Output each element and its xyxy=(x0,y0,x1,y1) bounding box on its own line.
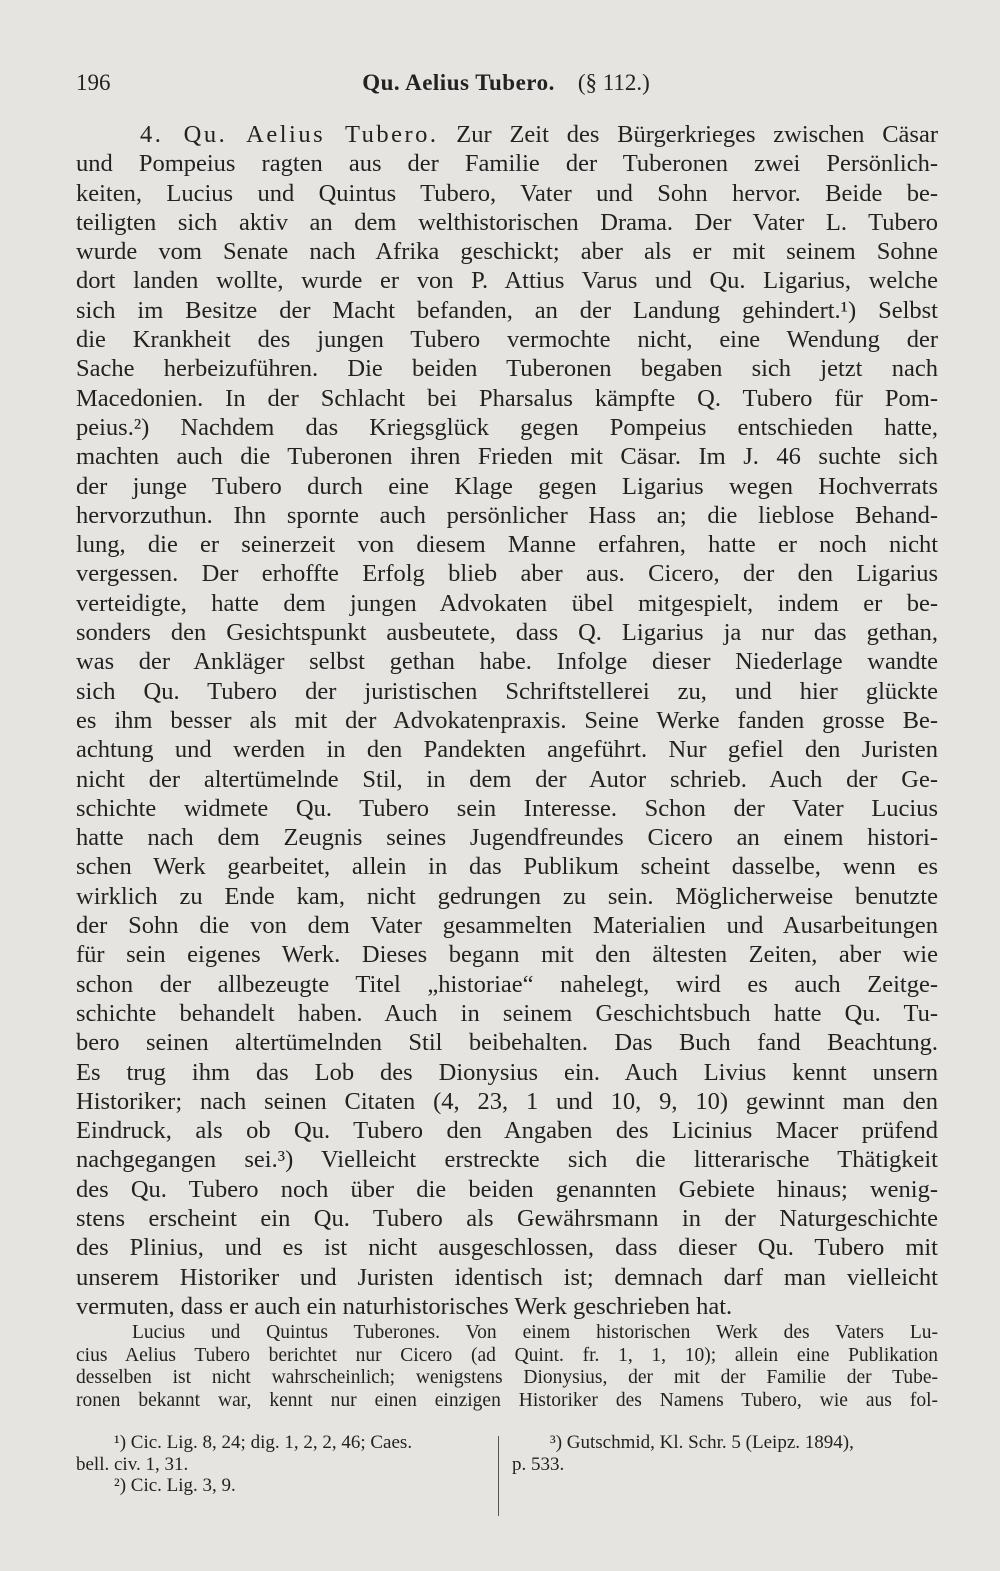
body-line: schichte behandelt haben. Auch in seinem Geschichtsbuch hatte Qu. Tu- xyxy=(76,999,938,1027)
body-line: was der Ankläger selbst gethan habe. Infolge dieser Niederlage wandte xyxy=(76,648,938,676)
body-line: vergessen. Der erhoffte Erfolg blieb aber aus. Cicero, der den Ligarius xyxy=(76,560,938,588)
body-line-1 xyxy=(76,120,938,149)
body-line: hervorzuthun. Ihn spornte auch persönlicher Hass an; die lieblose Behand- xyxy=(76,501,938,529)
body-line: machten auch die Tuberonen ihren Frieden mit Cäsar. Im J. 46 suchte sich xyxy=(76,443,938,471)
body-line: unserem Historiker und Juristen identisch ist; demnach darf man vielleicht xyxy=(76,1263,938,1291)
note-line: Lucius und Quintus Tuberones. Von einem historischen Werk des Vaters Lu- xyxy=(132,1322,938,1343)
footnote-2: ²) Cic. Lig. 3, 9. xyxy=(114,1475,236,1496)
body-line: lung, die er seinerzeit von diesem Manne erfahren, hatte er noch nicht xyxy=(76,531,938,559)
body-line: Historiker; nach seinen Citaten (4, 23, 1 und 10, 9, 10) gewinnt man den xyxy=(76,1087,938,1115)
body-line: es ihm besser als mit der Advokatenpraxis. Seine Werke fanden grosse Be- xyxy=(76,706,938,734)
body-line: keiten, Lucius und Quintus Tubero, Vater und Sohn hervor. Beide be- xyxy=(76,179,938,207)
footnotes-right-column xyxy=(512,1432,938,1475)
body-line: sich im Besitze der Macht befanden, an der Landung gehindert.¹) Selbst xyxy=(76,296,938,324)
body-line: der Sohn die von dem Vater gesammelten Materialien und Ausarbeitungen xyxy=(76,912,938,940)
body-line: bero seinen altertümelnden Stil beibehalten. Das Buch fand Beachtung. xyxy=(76,1029,938,1057)
paragraph-lead: 4. Qu. Aelius Tubero. xyxy=(140,121,439,148)
body-line: verteidigte, hatte dem jungen Advokaten übel mitgespielt, indem er be- xyxy=(76,589,938,617)
body-line: achtung und werden in den Pandekten angeführt. Nur gefiel den Juristen xyxy=(76,736,938,764)
note-line: ronen bekannt war, kennt nur einen einzigen Historiker des Namens Tubero, wie aus fol- xyxy=(76,1389,938,1411)
body-line: dort landen wollte, wurde er von P. Attius Varus und Qu. Ligarius, welche xyxy=(76,267,938,295)
body-line: peius.²) Nachdem das Kriegsglück gegen Pompeius entschieden hatte, xyxy=(76,413,938,441)
body-line-text: Zur Zeit des Bürgerkrieges zwischen Cäsar xyxy=(438,121,938,148)
body-line: nicht der altertümelnde Stil, in dem der Autor schrieb. Auch der Ge- xyxy=(76,765,938,793)
body-line: schen Werk gearbeitet, allein in das Publikum scheint dasselbe, wenn es xyxy=(76,853,938,881)
footnote-3-line-2: p. 533. xyxy=(512,1453,565,1475)
body-line: teiligten sich aktiv an dem welthistorischen Drama. Der Vater L. Tubero xyxy=(76,208,938,236)
body-line: für sein eigenes Werk. Dieses begann mit den ältesten Zeiten, aber wie xyxy=(76,941,938,969)
page-number: 196 xyxy=(76,70,111,95)
body-line: Sache herbeizuführen. Die beiden Tuberonen begaben sich jetzt nach xyxy=(76,355,938,383)
footnote-column-divider xyxy=(498,1436,499,1516)
body-line: des Plinius, und es ist nicht ausgeschlossen, dass dieser Qu. Tubero mit xyxy=(76,1234,938,1262)
body-line: sich Qu. Tubero der juristischen Schriftstellerei zu, und hier glückte xyxy=(76,677,938,705)
body-line: vermuten, dass er auch ein naturhistorisches Werk geschrieben hat. xyxy=(76,1292,733,1320)
section-reference: (§ 112.) xyxy=(577,70,650,95)
footnotes-left-column xyxy=(76,1432,488,1497)
body-line: Macedonien. In der Schlacht bei Pharsalus kämpfte Q. Tubero für Pom- xyxy=(76,384,938,412)
running-title: Qu. Aelius Tubero. xyxy=(362,70,555,95)
body-line: nachgegangen sei.³) Vielleicht erstreckte sich die litterarische Thätigkeit xyxy=(76,1146,938,1174)
footnote-1-line-1: ¹) Cic. Lig. 8, 24; dig. 1, 2, 2, 46; Caes. xyxy=(114,1432,413,1453)
small-print-note xyxy=(76,1322,938,1412)
body-line: die Krankheit des jungen Tubero vermochte nicht, eine Wendung der xyxy=(76,326,938,354)
body-line: hatte nach dem Zeugnis seines Jugendfreundes Cicero an einem histori- xyxy=(76,824,938,852)
body-line: des Qu. Tubero noch über die beiden genannten Gebiete hinaus; wenig- xyxy=(76,1175,938,1203)
running-head xyxy=(76,70,936,96)
page-header xyxy=(76,64,936,104)
body-line: Eindruck, als ob Qu. Tubero den Angaben des Licinius Macer prüfend xyxy=(76,1117,938,1145)
footnotes xyxy=(76,1432,938,1522)
footnote-3-line-1: ³) Gutschmid, Kl. Schr. 5 (Leipz. 1894), xyxy=(550,1432,854,1453)
body-line: wurde vom Senate nach Afrika geschickt; aber als er mit seinem Sohne xyxy=(76,238,938,266)
footnote-1-line-2: bell. civ. 1, 31. xyxy=(76,1453,189,1475)
note-line: cius Aelius Tubero berichtet nur Cicero (ad Quint. fr. 1, 1, 10); allein eine Publikation xyxy=(76,1344,938,1366)
body-line: Es trug ihm das Lob des Dionysius ein. Auch Livius kennt unsern xyxy=(76,1058,938,1086)
body-line: der junge Tubero durch eine Klage gegen Ligarius wegen Hochverrats xyxy=(76,472,938,500)
body-line: wirklich zu Ende kam, nicht gedrungen zu sein. Möglicherweise benutzte xyxy=(76,882,938,910)
body-line: sonders den Gesichtspunkt ausbeutete, dass Q. Ligarius ja nur das gethan, xyxy=(76,619,938,647)
body-line: schichte widmete Qu. Tubero sein Interesse. Schon der Vater Lucius xyxy=(76,794,938,822)
body-line: und Pompeius ragten aus der Familie der Tuberonen zwei Persönlich- xyxy=(76,150,938,178)
main-paragraph xyxy=(76,120,938,1321)
note-line: desselben ist nicht wahrscheinlich; wenigstens Dionysius, der mit der Familie der Tube- xyxy=(76,1367,938,1389)
body-line: schon der allbezeugte Titel „historiae“ nahelegt, wird es auch Zeitge- xyxy=(76,970,938,998)
body-line: stens erscheint ein Qu. Tubero als Gewährsmann in der Naturgeschichte xyxy=(76,1204,938,1232)
